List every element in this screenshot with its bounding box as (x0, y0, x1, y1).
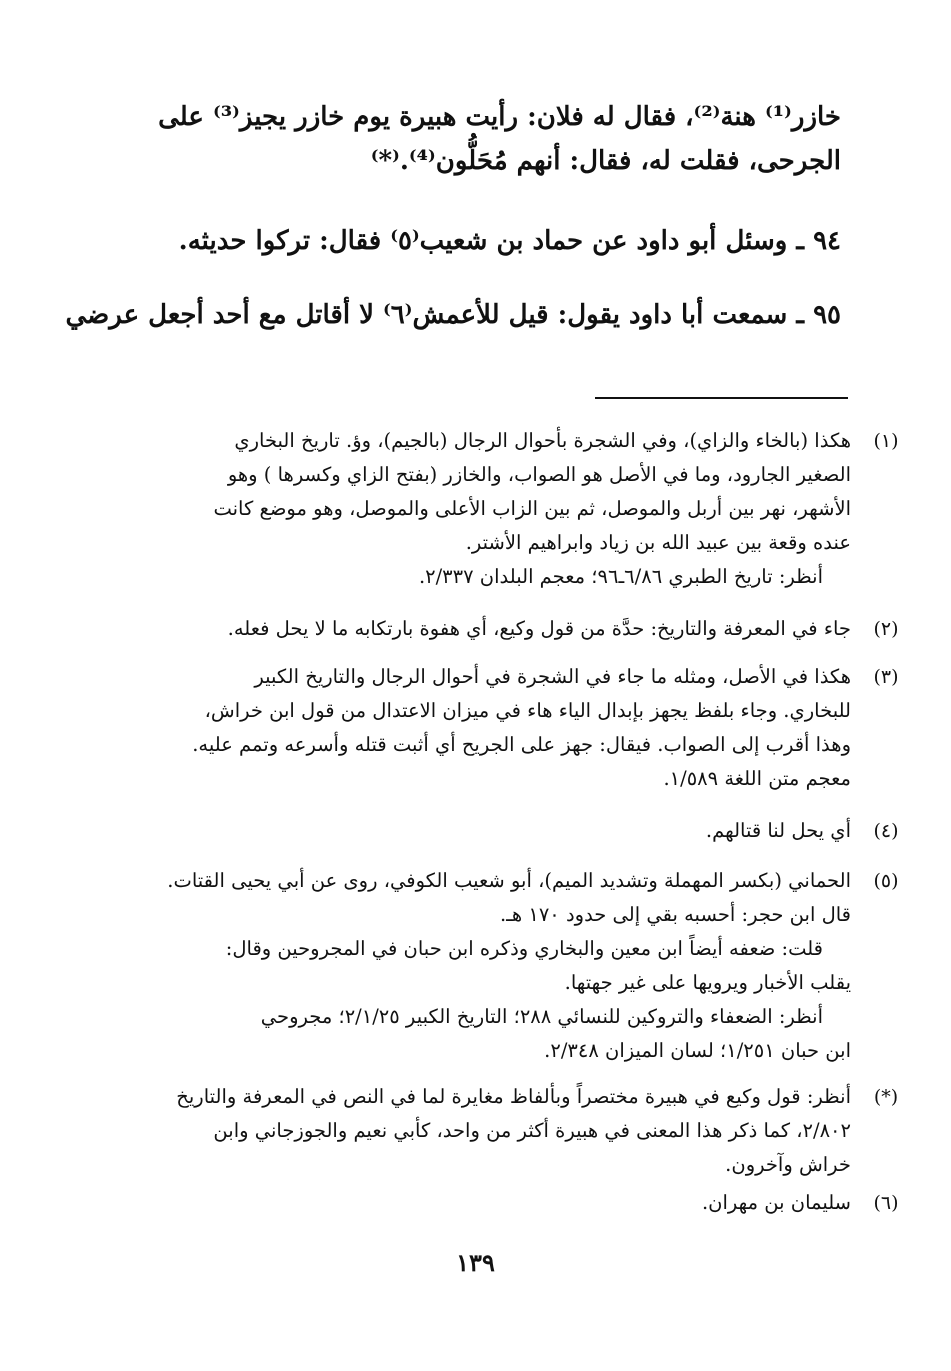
main-text-line-2: الجرحى، فقلت له، فقال: أنهم مُحَلُّون⁽⁴⁾.⁽*⁾ (370, 146, 841, 176)
footnote-line: أنظر: الضعفاء والتروكين للنسائي ٢٨٨؛ التاريخ الكبير ٢/١/٢٥؛ مجروحي (260, 1005, 823, 1028)
footnote-line: قلت: ضعفه أيضاً ابن معين والبخاري وذكره ابن حبان في المجروحين وقال: (225, 937, 823, 960)
footnote-6 (155, 1186, 899, 1220)
footnote-line: سليمان بن مهران. (701, 1191, 851, 1214)
footnote-asterisk (155, 1080, 899, 1182)
footnote-line: ابن حبان ١/٢٥١؛ لسان الميزان ٢/٣٤٨. (544, 1039, 851, 1062)
entry-95: ٩٥ ـ سمعت أبا داود يقول: قيل للأعمش⁽٦⁾ لا أقاتل مع أحد أجعل عرضي (65, 300, 841, 330)
footnote-line: معجم متن اللغة ١/٥٨٩. (663, 767, 851, 790)
footnote-line: هكذا في الأصل، ومثله ما جاء في الشجرة في أحوال الرجال والتاريخ الكبير (254, 665, 851, 688)
main-text-line-1: خازر⁽¹⁾ هنة⁽²⁾، فقال له فلان: رأيت هبيرة يوم خازر يجيز⁽³⁾ على (158, 102, 841, 132)
footnote-number: (*) (873, 1086, 899, 1108)
footnote-line: قال ابن حجر: أحسبه بقي إلى حدود ١٧٠ هـ. (499, 903, 851, 926)
footnote-line: جاء في المعرفة والتاريخ: حدَّة من قول وكيع، أي هفوة بارتكابه ما لا يحل فعله. (227, 617, 851, 640)
footnote-line: أي يحل لنا قتالهم. (705, 819, 851, 842)
footnote-number: (٣) (873, 666, 899, 688)
footnote-line: هكذا (بالخاء والزاي)، وفي الشجرة بأحوال الرجال (بالجيم)، وؤ. تاريخ البخاري (234, 429, 851, 452)
footnote-line: الأشهر، نهر بين أربل والموصل، ثم بين الزاب الأعلى والموصل، وهو موضع كانت (213, 497, 851, 520)
entry-94: ٩٤ ـ وسئل أبو داود عن حماد بن شعيب⁽٥⁾ فقال: تركوا حديثه. (178, 226, 841, 256)
footnote-line: يقلب الأخبار ويرويها على غير جهتها. (564, 971, 851, 994)
footnote-line: ٢/٨٠٢، كما ذكر هذا المعنى في هبيرة أكثر من واحد، كأبي نعيم والجوزجاني وابن (213, 1119, 851, 1142)
footnote-separator (595, 397, 848, 399)
footnote-line: الصغير الجارود، وما في الأصل هو الصواب، والخازر (بفتح الزاي وكسرها ) وهو (227, 463, 851, 486)
footnote-line: عنده وقعة بين عبيد الله بن زياد وابراهيم الأشتر. (465, 531, 851, 554)
footnote-number: (٥) (873, 870, 899, 892)
footnote-line: للبخاري. وجاء بلفظ يجهز بإبدال الياء هاء في ميزان الاعتدال من قول ابن خراش، (204, 699, 851, 722)
footnote-2 (155, 612, 899, 646)
footnote-line: أنظر: تاريخ الطبري ٦/٨٦ـ٩٦؛ معجم البلدان ٢/٣٣٧. (418, 565, 823, 588)
footnote-number: (٦) (873, 1192, 899, 1214)
footnote-4 (155, 814, 899, 848)
footnote-3 (155, 660, 899, 796)
footnote-number: (١) (873, 430, 899, 452)
page-number: ١٣٩ (456, 1248, 495, 1277)
footnote-line: وهذا أقرب إلى الصواب. فيقال: جهز على الجريح أي أثبت قتله وأسرعه وتمم عليه. (192, 733, 851, 756)
footnote-line: خراش وآخرون. (725, 1153, 851, 1176)
footnote-5 (155, 864, 899, 1068)
footnote-line: الحماني (بكسر المهملة وتشديد الميم)، أبو شعيب الكوفي، روى عن أبي يحيى القتات. (167, 869, 851, 892)
footnote-number: (٢) (873, 618, 899, 640)
footnote-1 (155, 424, 899, 594)
footnote-line: أنظر: قول وكيع في هبيرة مختصراً وبألفاظ مغايرة لما في النص في المعرفة والتاريخ (176, 1085, 851, 1108)
footnote-number: (٤) (873, 820, 899, 842)
